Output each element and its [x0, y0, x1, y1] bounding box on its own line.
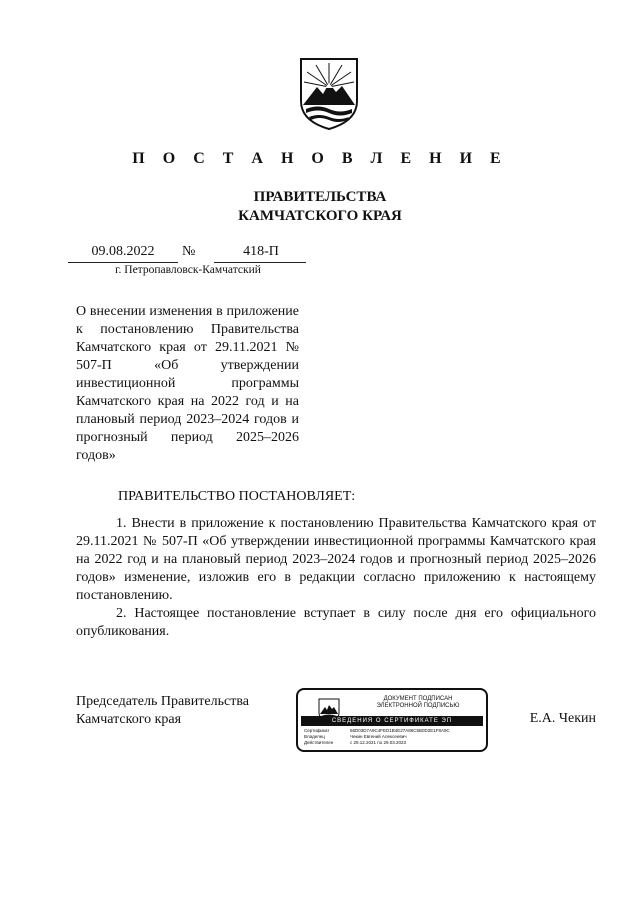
document-subject: О внесении изменения в приложение к постановлению Правительства Камчатского края от 29.11.2021 № 507-П «Об утверждении инвестиционной программы Камчатского края на 2022 год и на плановый период 2023–2024 годов и прогнозный период 2025–2026 годов» [76, 304, 299, 463]
owner-value: Чекин Евгений Алексеевич [350, 734, 407, 739]
stamp-heading-line-2: ЭЛЕКТРОННОЙ ПОДПИСЬЮ [376, 703, 460, 709]
resolution-body [76, 515, 596, 641]
registration-date: 09.08.2022 [91, 244, 155, 259]
stamp-validity-row [304, 740, 486, 746]
clause-1: 1. Внести в приложение к постановлению Правительства Камчатского края от 29.11.2021 № 507-П «Об утверждении инвестиционной программы Камчатского края на 2022 год и на плановый период 2023–2024 годов и прогнозный период 2025–2026 годов» изменение, изложив его в редакции согласно приложению к настоящему постановлению. [76, 516, 596, 603]
stamp-certificate-bar: СВЕДЕНИЯ О СЕРТИФИКАТЕ ЭП [301, 716, 483, 726]
validity-value: с 29.12.2021 по 29.03.2023 [350, 740, 406, 745]
certificate-value: 56D03D7A9C4FED1B4E27A86C5B0D2E1F8A9C [350, 728, 450, 733]
date-underline [68, 262, 178, 263]
issuing-authority [0, 188, 640, 226]
document-type-title: П О С Т А Н О В Л Е Н И Е [132, 150, 508, 167]
coat-of-arms-emblem [298, 57, 360, 131]
signatory-title [76, 693, 249, 729]
electronic-signature-stamp [296, 688, 488, 752]
stamp-heading-line-1: ДОКУМЕНТ ПОДПИСАН [383, 696, 453, 702]
number-underline [214, 262, 306, 263]
registration-number: 418-П [243, 244, 279, 259]
issuer-line-2: КАМЧАТСКОГО КРАЯ [238, 208, 402, 224]
place-of-issue: г. Петропавловск-Камчатский [115, 264, 261, 276]
certificate-label: Сертификат [304, 728, 330, 733]
issuer-line-1: ПРАВИТЕЛЬСТВА [253, 189, 387, 205]
number-sign: № [182, 244, 196, 259]
owner-label: Владелец [304, 734, 325, 739]
signatory-title-line-2: Камчатского края [76, 712, 182, 727]
signatory-title-line-1: Председатель Правительства [76, 694, 249, 709]
preamble: ПРАВИТЕЛЬСТВО ПОСТАНОВЛЯЕТ: [118, 489, 356, 504]
validity-label: Действителен [304, 740, 334, 745]
stamp-heading [362, 696, 474, 710]
signatory-name: Е.А. Чекин [529, 711, 596, 726]
clause-2: 2. Настоящее постановление вступает в силу после дня его официального опубликования. [76, 606, 596, 639]
